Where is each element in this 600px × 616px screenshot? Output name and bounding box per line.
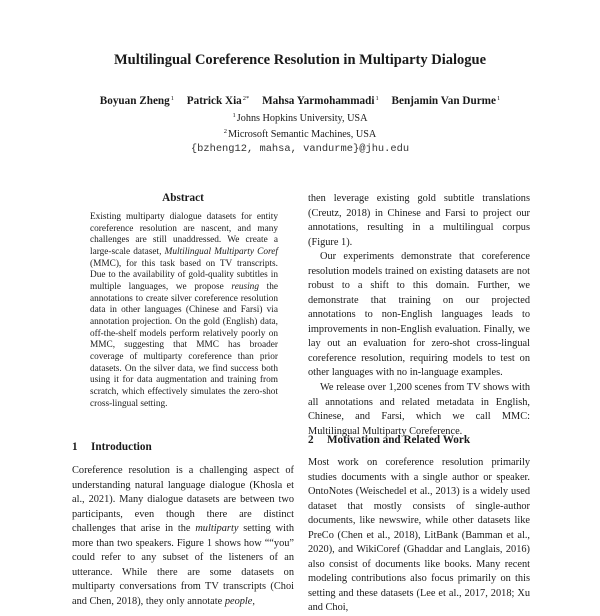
introduction-text: Coreference resolution is a challenging aspect of understanding natural language dialogue (Khosla et al., 2021). Many dialogue datasets are between two participants, even though there are distinct challenges that arise in the multiparty setting with more than two speakers. Figure 1 shows how ““you” could refer to any subset of the listeners of an utterance. While there are some datasets on multiparty conversations from TV transcripts (Choi and Chen, 2018), they only annotate people, <box>72 465 294 607</box>
affiliation-mark: 1 <box>496 95 501 102</box>
author-list <box>0 95 600 107</box>
abstract-heading: Abstract <box>162 192 204 204</box>
paragraph: We release over 1,200 scenes from TV shows with all annotations and related metadata in English, Chinese, and Farsi, which we call MMC: Multilingual Multiparty Coreference. <box>308 382 530 437</box>
author-name: Benjamin Van Durme$^1$ <box>391 95 501 107</box>
paper-title: Multilingual Coreference Resolution in Multiparty Dialogue <box>113 52 486 68</box>
affiliation: $^2$Microsoft Semantic Machines, USA <box>223 128 377 140</box>
author-emails: {bzheng12, mahsa, vandurme}@jhu.edu <box>190 143 410 155</box>
affiliation: $^1$Johns Hopkins University, USA <box>232 112 368 124</box>
author-name: Mahsa Yarmohammadi$^1$ <box>262 95 379 107</box>
section-heading-introduction: 1 Introduction <box>72 441 152 453</box>
affiliation-mark: 1 <box>170 95 174 102</box>
section-heading-motivation: 2 Motivation and Related Work <box>308 434 471 446</box>
paragraph: Our experiments demonstrate that coreference resolution models trained on existing datasets are not robust to a shift to this domain. Further, we demonstrate that training on our projected annotations to non-English languages leads to improvements in non-English evaluation. Finally, we lay out an evaluation for zero-shot cross-lingual coreference resolution, requiring models to test on other languages with no in-language examples. <box>308 251 530 379</box>
affiliation-mark: 2* <box>242 95 250 102</box>
paragraph: then leverage existing gold subtitle translations (Creutz, 2018) in Chinese and Farsi to project our annotations, resulting in a multilingual corpus (Figure 1). <box>308 193 530 248</box>
author-name: Patrick Xia$^{2*}$ <box>186 95 250 107</box>
author-name: Boyuan Zheng$^1$ <box>99 95 174 107</box>
abstract-text: Existing multiparty dialogue datasets for entity coreference resolution are nascent, and many challenges are still unaddressed. We create a large-scale dataset, Multilingual Multiparty Coref (MMC), for this task based on TV transcripts. Due to the availability of gold-quality subtitles in multiple languages, we propose reusing the annotations to create silver coreference resolution data in other languages (Chinese and Farsi) via annotation projection. On the gold (English) data, off-the-shelf models perform relatively poorly on MMC, suggesting that MMC has broader coverage of multiparty coreference than prior datasets. On the silver data, we find success both using it for data augmentation and training from scratch, which effectively simulates the zero-shot cross-lingual setting. <box>90 212 279 409</box>
motivation-text: Most work on coreference resolution primarily studies documents with a single author or speaker. OntoNotes (Weischedel et al., 2013) is a widely used dataset that mostly consists of single-author documents, like newswire, while other datasets like PreCo (Chen et al., 2018), LitBank (Bamman et al., 2020), and WikiCoref (Ghaddar and Langlais, 2016) also consist of documents like books. Many recent modeling contributions also focus primarily on this setting and these datasets (Lee et al., 2017, 2018; Xu and Choi, <box>308 457 530 614</box>
affiliation-mark: 1 <box>375 95 379 102</box>
